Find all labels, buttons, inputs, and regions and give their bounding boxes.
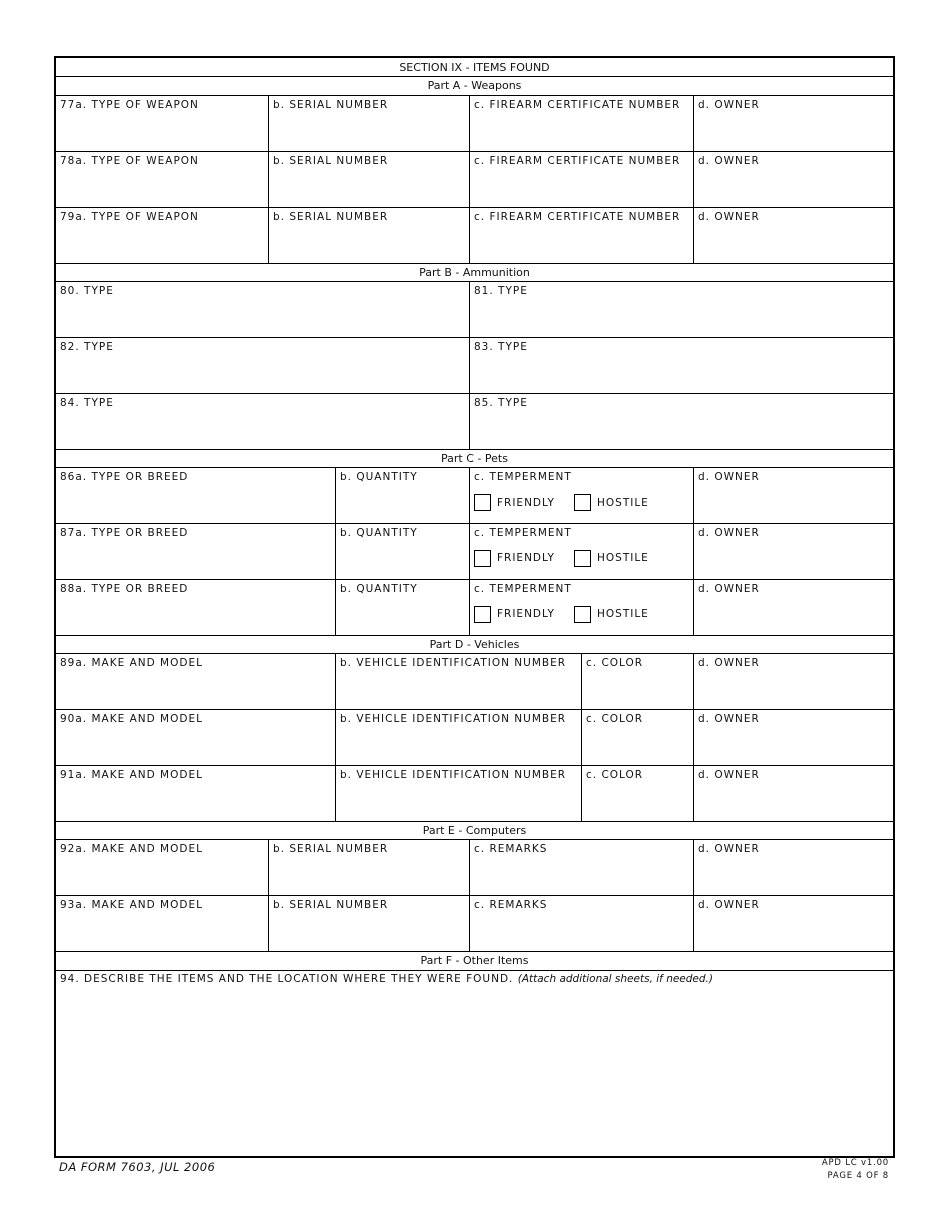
vehicle-model-label-91: 91a. MAKE AND MODEL xyxy=(60,769,203,781)
computer-model-field-92[interactable] xyxy=(57,840,267,894)
pet-owner-label-86: d. OWNER xyxy=(698,471,760,483)
hostile-label-87: HOSTILE xyxy=(597,552,649,564)
pet-quantity-label-86: b. QUANTITY xyxy=(340,471,418,483)
part-f-title: Part F - Other Items xyxy=(420,954,529,967)
pet-quantity-label-87: b. QUANTITY xyxy=(340,527,418,539)
other-items-label-main: 94. DESCRIBE THE ITEMS AND THE LOCATION WHERE THEY WERE FOUND. xyxy=(60,973,514,985)
vehicle-vin-label-90: b. VEHICLE IDENTIFICATION NUMBER xyxy=(340,713,567,725)
part-e-title: Part E - Computers xyxy=(422,824,527,837)
friendly-label-87: FRIENDLY xyxy=(497,552,555,564)
weapon-serial-label-78: b. SERIAL NUMBER xyxy=(273,155,389,167)
ammo-type-label-84: 84. TYPE xyxy=(60,397,114,409)
weapon-owner-label-77: d. OWNER xyxy=(698,99,760,111)
pet-owner-label-87: d. OWNER xyxy=(698,527,760,539)
vehicle-color-label-89: c. COLOR xyxy=(586,657,644,669)
ammo-type-field-85[interactable] xyxy=(470,394,892,448)
ammo-type-label-81: 81. TYPE xyxy=(474,285,528,297)
computer-owner-field-93[interactable] xyxy=(694,896,892,950)
other-items-label xyxy=(60,972,713,986)
friendly-checkbox-87[interactable] xyxy=(474,550,491,567)
hostile-checkbox-86[interactable] xyxy=(574,494,591,511)
ammo-type-label-82: 82. TYPE xyxy=(60,341,114,353)
weapon-type-field-78[interactable] xyxy=(57,152,267,206)
pet-quantity-label-88: b. QUANTITY xyxy=(340,583,418,595)
part-d-title: Part D - Vehicles xyxy=(429,638,520,651)
hostile-label-88: HOSTILE xyxy=(597,608,649,620)
vehicle-color-field-90[interactable] xyxy=(582,710,692,764)
computer-serial-field-93[interactable] xyxy=(269,896,468,950)
page-number: PAGE 4 OF 8 xyxy=(827,1171,889,1181)
vehicle-vin-field-91[interactable] xyxy=(336,766,580,820)
ammo-type-label-83: 83. TYPE xyxy=(474,341,528,353)
form-version: APD LC v1.00 xyxy=(821,1158,889,1168)
computer-model-label-93: 93a. MAKE AND MODEL xyxy=(60,899,203,911)
vehicle-model-field-90[interactable] xyxy=(57,710,334,764)
vehicle-owner-field-90[interactable] xyxy=(694,710,892,764)
weapon-owner-label-78: d. OWNER xyxy=(698,155,760,167)
vehicle-owner-field-89[interactable] xyxy=(694,654,892,708)
hostile-label-86: HOSTILE xyxy=(597,497,649,509)
ammo-type-label-80: 80. TYPE xyxy=(60,285,114,297)
pet-breed-label-87: 87a. TYPE OR BREED xyxy=(60,527,189,539)
computer-owner-field-92[interactable] xyxy=(694,840,892,894)
computer-remarks-field-92[interactable] xyxy=(470,840,692,894)
weapon-cert-field-78[interactable] xyxy=(470,152,692,206)
pet-quantity-field-88[interactable] xyxy=(336,580,468,634)
part-c-title: Part C - Pets xyxy=(441,452,508,465)
pet-quantity-field-86[interactable] xyxy=(336,468,468,522)
pet-temperment-label-88: c. TEMPERMENT xyxy=(474,583,572,595)
pet-breed-field-87[interactable] xyxy=(57,524,334,578)
vehicle-owner-label-90: d. OWNER xyxy=(698,713,760,725)
vehicle-owner-field-91[interactable] xyxy=(694,766,892,820)
weapon-type-field-79[interactable] xyxy=(57,208,267,262)
vehicle-owner-label-91: d. OWNER xyxy=(698,769,760,781)
friendly-label-86: FRIENDLY xyxy=(497,497,555,509)
pet-owner-field-88[interactable] xyxy=(694,580,892,634)
vehicle-model-label-90: 90a. MAKE AND MODEL xyxy=(60,713,203,725)
form-page xyxy=(54,56,895,1158)
weapon-type-label-77: 77a. TYPE OF WEAPON xyxy=(60,99,199,111)
pet-breed-field-86[interactable] xyxy=(57,468,334,522)
vehicle-model-field-91[interactable] xyxy=(57,766,334,820)
ammo-type-field-84[interactable] xyxy=(57,394,468,448)
section-title: SECTION IX - ITEMS FOUND xyxy=(399,61,550,74)
weapon-serial-field-79[interactable] xyxy=(269,208,468,262)
hostile-checkbox-87[interactable] xyxy=(574,550,591,567)
weapon-type-label-79: 79a. TYPE OF WEAPON xyxy=(60,211,199,223)
computer-serial-field-92[interactable] xyxy=(269,840,468,894)
vehicle-color-field-91[interactable] xyxy=(582,766,692,820)
vehicle-color-field-89[interactable] xyxy=(582,654,692,708)
weapon-type-field-77[interactable] xyxy=(57,96,267,150)
other-items-field[interactable] xyxy=(57,988,892,1155)
vehicle-vin-label-91: b. VEHICLE IDENTIFICATION NUMBER xyxy=(340,769,567,781)
computer-owner-label-93: d. OWNER xyxy=(698,899,760,911)
weapon-cert-label-79: c. FIREARM CERTIFICATE NUMBER xyxy=(474,211,681,223)
ammo-type-field-83[interactable] xyxy=(470,338,892,392)
pet-temperment-label-86: c. TEMPERMENT xyxy=(474,471,572,483)
computer-serial-label-93: b. SERIAL NUMBER xyxy=(273,899,389,911)
other-items-label-note: (Attach additional sheets, if needed.) xyxy=(517,973,713,985)
pet-quantity-field-87[interactable] xyxy=(336,524,468,578)
vehicle-model-field-89[interactable] xyxy=(57,654,334,708)
friendly-checkbox-88[interactable] xyxy=(474,606,491,623)
weapon-cert-label-77: c. FIREARM CERTIFICATE NUMBER xyxy=(474,99,681,111)
computer-model-label-92: 92a. MAKE AND MODEL xyxy=(60,843,203,855)
pet-owner-field-86[interactable] xyxy=(694,468,892,522)
hostile-checkbox-88[interactable] xyxy=(574,606,591,623)
ammo-type-field-80[interactable] xyxy=(57,282,468,336)
vehicle-color-label-91: c. COLOR xyxy=(586,769,644,781)
computer-owner-label-92: d. OWNER xyxy=(698,843,760,855)
computer-serial-label-92: b. SERIAL NUMBER xyxy=(273,843,389,855)
computer-model-field-93[interactable] xyxy=(57,896,267,950)
weapon-serial-field-78[interactable] xyxy=(269,152,468,206)
weapon-serial-label-79: b. SERIAL NUMBER xyxy=(273,211,389,223)
weapon-cert-field-77[interactable] xyxy=(470,96,692,150)
form-id: DA FORM 7603, JUL 2006 xyxy=(59,1160,216,1174)
weapon-serial-label-77: b. SERIAL NUMBER xyxy=(273,99,389,111)
pet-breed-field-88[interactable] xyxy=(57,580,334,634)
ammo-type-label-85: 85. TYPE xyxy=(474,397,528,409)
vehicle-vin-label-89: b. VEHICLE IDENTIFICATION NUMBER xyxy=(340,657,567,669)
ammo-type-field-82[interactable] xyxy=(57,338,468,392)
vehicle-owner-label-89: d. OWNER xyxy=(698,657,760,669)
vehicle-model-label-89: 89a. MAKE AND MODEL xyxy=(60,657,203,669)
pet-temperment-label-87: c. TEMPERMENT xyxy=(474,527,572,539)
weapon-owner-field-77[interactable] xyxy=(694,96,892,150)
weapon-owner-field-79[interactable] xyxy=(694,208,892,262)
weapon-owner-field-78[interactable] xyxy=(694,152,892,206)
part-b-title: Part B - Ammunition xyxy=(419,266,530,279)
weapon-owner-label-79: d. OWNER xyxy=(698,211,760,223)
computer-remarks-field-93[interactable] xyxy=(470,896,692,950)
weapon-serial-field-77[interactable] xyxy=(269,96,468,150)
computer-remarks-label-92: c. REMARKS xyxy=(474,843,548,855)
ammo-type-field-81[interactable] xyxy=(470,282,892,336)
friendly-checkbox-86[interactable] xyxy=(474,494,491,511)
weapon-cert-label-78: c. FIREARM CERTIFICATE NUMBER xyxy=(474,155,681,167)
vehicle-vin-field-89[interactable] xyxy=(336,654,580,708)
vehicle-color-label-90: c. COLOR xyxy=(586,713,644,725)
pet-breed-label-86: 86a. TYPE OR BREED xyxy=(60,471,189,483)
pet-owner-label-88: d. OWNER xyxy=(698,583,760,595)
pet-owner-field-87[interactable] xyxy=(694,524,892,578)
part-a-title: Part A - Weapons xyxy=(427,79,522,92)
pet-breed-label-88: 88a. TYPE OR BREED xyxy=(60,583,189,595)
weapon-cert-field-79[interactable] xyxy=(470,208,692,262)
friendly-label-88: FRIENDLY xyxy=(497,608,555,620)
weapon-type-label-78: 78a. TYPE OF WEAPON xyxy=(60,155,199,167)
computer-remarks-label-93: c. REMARKS xyxy=(474,899,548,911)
vehicle-vin-field-90[interactable] xyxy=(336,710,580,764)
